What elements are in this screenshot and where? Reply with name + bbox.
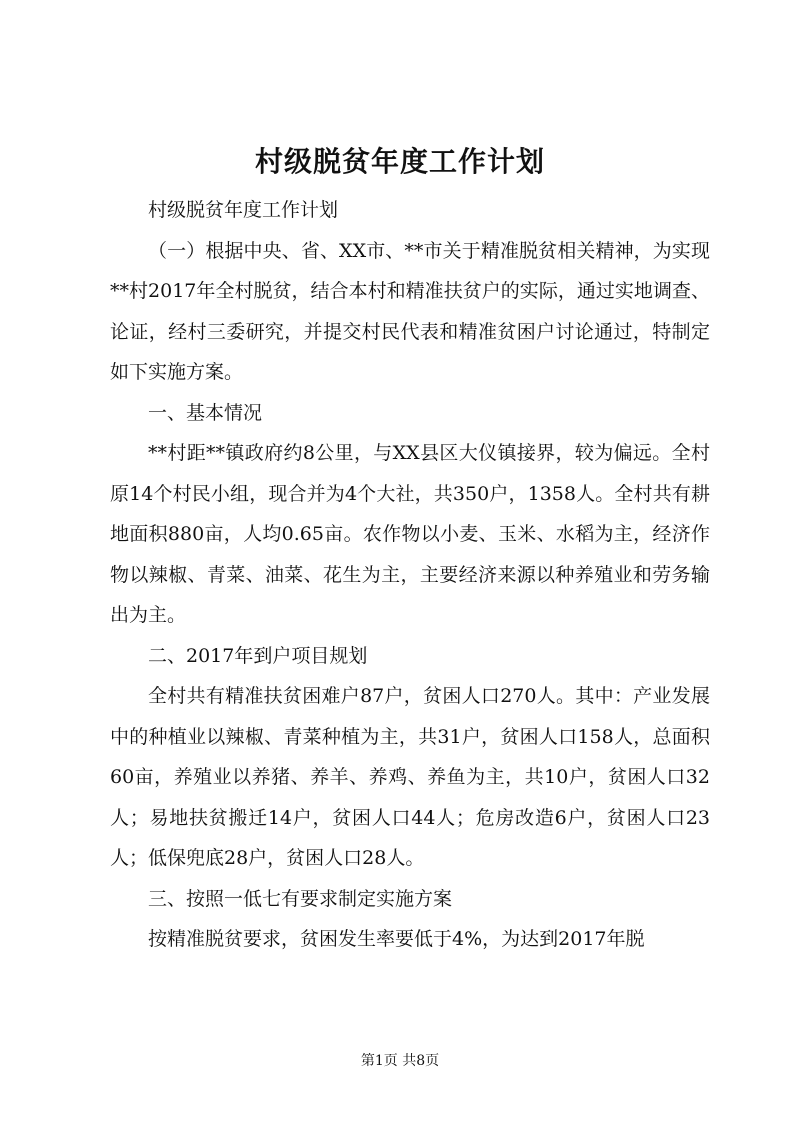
paragraph-project-plan: 全村共有精准扶贫困难户87户，贫困人口270人。其中：产业发展中的种植业以辣椒、青菜种植为主，共31户，贫困人口158人，总面积60亩，养殖业以养猪、养羊、养鸡、养鱼为主，共10户，贫困人口32人；易地扶贫搬迁14户，贫困人口44人；危房改造6户，贫困人口23人；低保兜底28户，贫困人口28人。 <box>110 685 710 869</box>
section-heading-basic-info: 一、基本情况 <box>148 401 263 424</box>
page-footer: 第1页 共8页 <box>360 1053 440 1069</box>
paragraph-subtitle: 村级脱贫年度工作计划 <box>148 199 339 221</box>
document-title: 村级脱贫年度工作计划 <box>254 145 545 178</box>
paragraph-implementation: 按精准脱贫要求，贫困发生率要低于4%，为达到2017年脱 <box>148 928 645 950</box>
section-heading-implementation: 三、按照一低七有要求制定实施方案 <box>148 887 453 910</box>
paragraph-intro: （一）根据中央、省、XX市、**市关于精准脱贫相关精神，为实现**村2017年全村脱贫，结合本村和精准扶贫户的实际，通过实地调查、论证，经村三委研究，并提交村民代表和精准贫困户讨论通过，特制定如下实施方案。 <box>110 239 710 383</box>
document-body <box>110 190 710 960</box>
section-heading-project-plan: 二、2017年到户项目规划 <box>148 644 368 667</box>
paragraph-basic-info: **村距**镇政府约8公里，与XX县区大仪镇接界，较为偏远。全村原14个村民小组，现合并为4个大社，共350户，1358人。全村共有耕地面积880亩，人均0.65亩。农作物以小麦、玉米、水稻为主，经济作物以辣椒、青菜、油菜、花生为主，主要经济来源以种养殖业和劳务输出为主。 <box>110 442 710 626</box>
